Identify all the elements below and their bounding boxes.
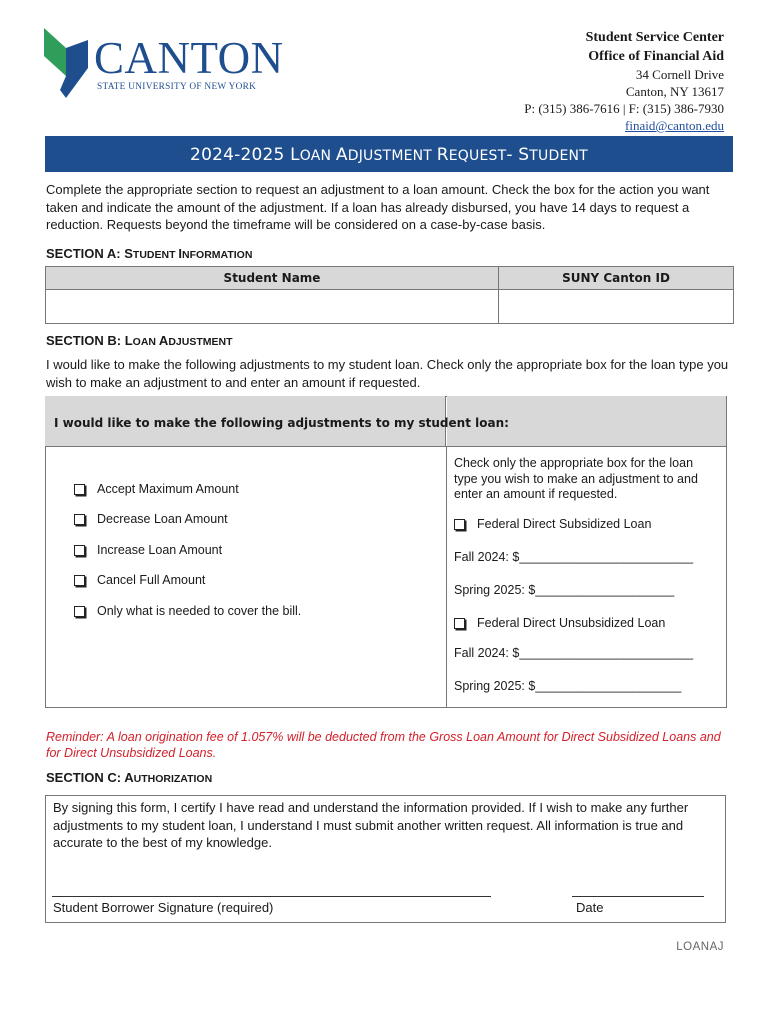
title-part: A [335,145,348,165]
title-year: 2024-2025 [190,145,285,165]
option-label: Cancel Full Amount [97,573,206,587]
title-part: L [290,145,300,165]
canton-logo [42,26,284,104]
org-line2: Office of Financial Aid [588,49,724,64]
address-line1: 34 Cornell Drive [635,67,724,82]
option-subsidized[interactable] [454,517,651,531]
option-increase[interactable] [74,543,222,557]
student-info-table [45,266,734,324]
option-label: Federal Direct Unsubsidized Loan [477,616,666,630]
title-part: TUDENT [529,148,588,164]
option-decrease[interactable] [74,512,228,526]
option-accept-max[interactable] [74,482,239,496]
fall-subsidized-amount[interactable]: Fall 2024: $_________________________ [454,550,694,564]
title-part: - S [506,145,530,165]
intro-paragraph: Complete the appropriate section to request an adjustment to a loan amount. Check the box for the action you want taken and indicate the amount of the adjustment. If a loan has already disbursed, you have 14 days to request a reduction. Requests beyond the timeframe will be considered on a case-by-case basis. [46,182,710,232]
heading-part: SECTION A: S [46,246,133,261]
option-unsubsidized[interactable] [454,616,665,630]
section-a-heading [46,246,252,261]
signature-line[interactable] [52,896,491,897]
section-c-heading [46,770,212,785]
heading-part: A [158,333,169,348]
fall-unsubsidized-amount[interactable]: Fall 2024: $_________________________ [454,646,694,660]
date-line[interactable] [572,896,704,897]
option-label: Federal Direct Subsidized Loan [477,517,652,531]
office-contact [524,28,724,134]
option-cancel[interactable] [74,573,205,587]
heading-part: NFORMATION [182,249,253,261]
checkbox-icon[interactable] [74,484,85,495]
student-name-field[interactable] [46,290,499,324]
title-part: OAN [299,148,336,164]
title-part: EQUEST [448,148,507,164]
checkbox-icon[interactable] [454,519,465,530]
form-code: LOANAJ [676,941,724,953]
section-b-heading [46,333,232,348]
logo-wordmark: CANTON [94,33,284,83]
heading-part: OAN [132,336,159,348]
loan-type-instructions: Check only the appropriate box for the loan type you wish to make an adjustment to and enter an amount if requested. [454,456,698,501]
checkbox-icon[interactable] [74,545,85,556]
fee-reminder: Reminder: A loan origination fee of 1.057% will be deducted from the Gross Loan Amount for Direct Subsidized Loans and for Direct Unsubsidized Loans. [46,730,721,760]
checkbox-icon[interactable] [74,514,85,525]
form-title [45,136,733,172]
suny-id-header: SUNY Canton ID [499,267,734,290]
date-label: Date [576,900,604,915]
option-label: Increase Loan Amount [97,543,223,557]
heading-part: I [178,246,183,261]
adjustment-header-text: I would like to make the following adjustments to my student loan: [54,416,509,430]
heading-part: UTHORIZATION [133,773,213,785]
student-name-header: Student Name [46,267,499,290]
authorization-text: By signing this form, I certify I have read and understand the information provided. If I wish to make any further adjustments to my student loan, I understand I must submit another written request. All information is true and accurate to the best of my knowledge. [53,800,689,850]
heading-part: DJUSTMENT [168,336,233,348]
spring-subsidized-amount[interactable]: Spring 2025: $____________________ [454,583,675,597]
option-label: Accept Maximum Amount [97,482,239,496]
checkbox-icon[interactable] [74,575,85,586]
heading-part: SECTION C: A [46,770,134,785]
section-b-intro: I would like to make the following adjustments to my student loan. Check only the appropriate box for the loan type you wish to make an adjustment to and enter an amount if requested. [46,357,729,390]
title-part: DJUSTMENT [347,148,437,164]
email-link[interactable]: finaid@canton.edu [625,118,724,133]
heading-part: TUDENT [132,249,179,261]
org-line1: Student Service Center [585,30,724,45]
option-label: Decrease Loan Amount [97,512,228,526]
phone-fax: P: (315) 386-7616 | F: (315) 386-7930 [524,101,724,116]
option-label: Only what is needed to cover the bill. [97,604,302,618]
suny-id-field[interactable] [499,290,734,324]
signature-label: Student Borrower Signature (required) [53,900,274,915]
checkbox-icon[interactable] [454,618,465,629]
spring-unsubsidized-amount[interactable]: Spring 2025: $_____________________ [454,679,682,693]
address-line2: Canton, NY 13617 [625,84,724,99]
adjustment-table-divider [446,446,447,707]
heading-part: SECTION B: L [46,333,133,348]
option-cover-bill[interactable] [74,604,301,618]
checkbox-icon[interactable] [74,606,85,617]
logo-tagline: STATE UNIVERSITY OF NEW YORK [97,82,257,92]
title-part: R [436,145,449,165]
